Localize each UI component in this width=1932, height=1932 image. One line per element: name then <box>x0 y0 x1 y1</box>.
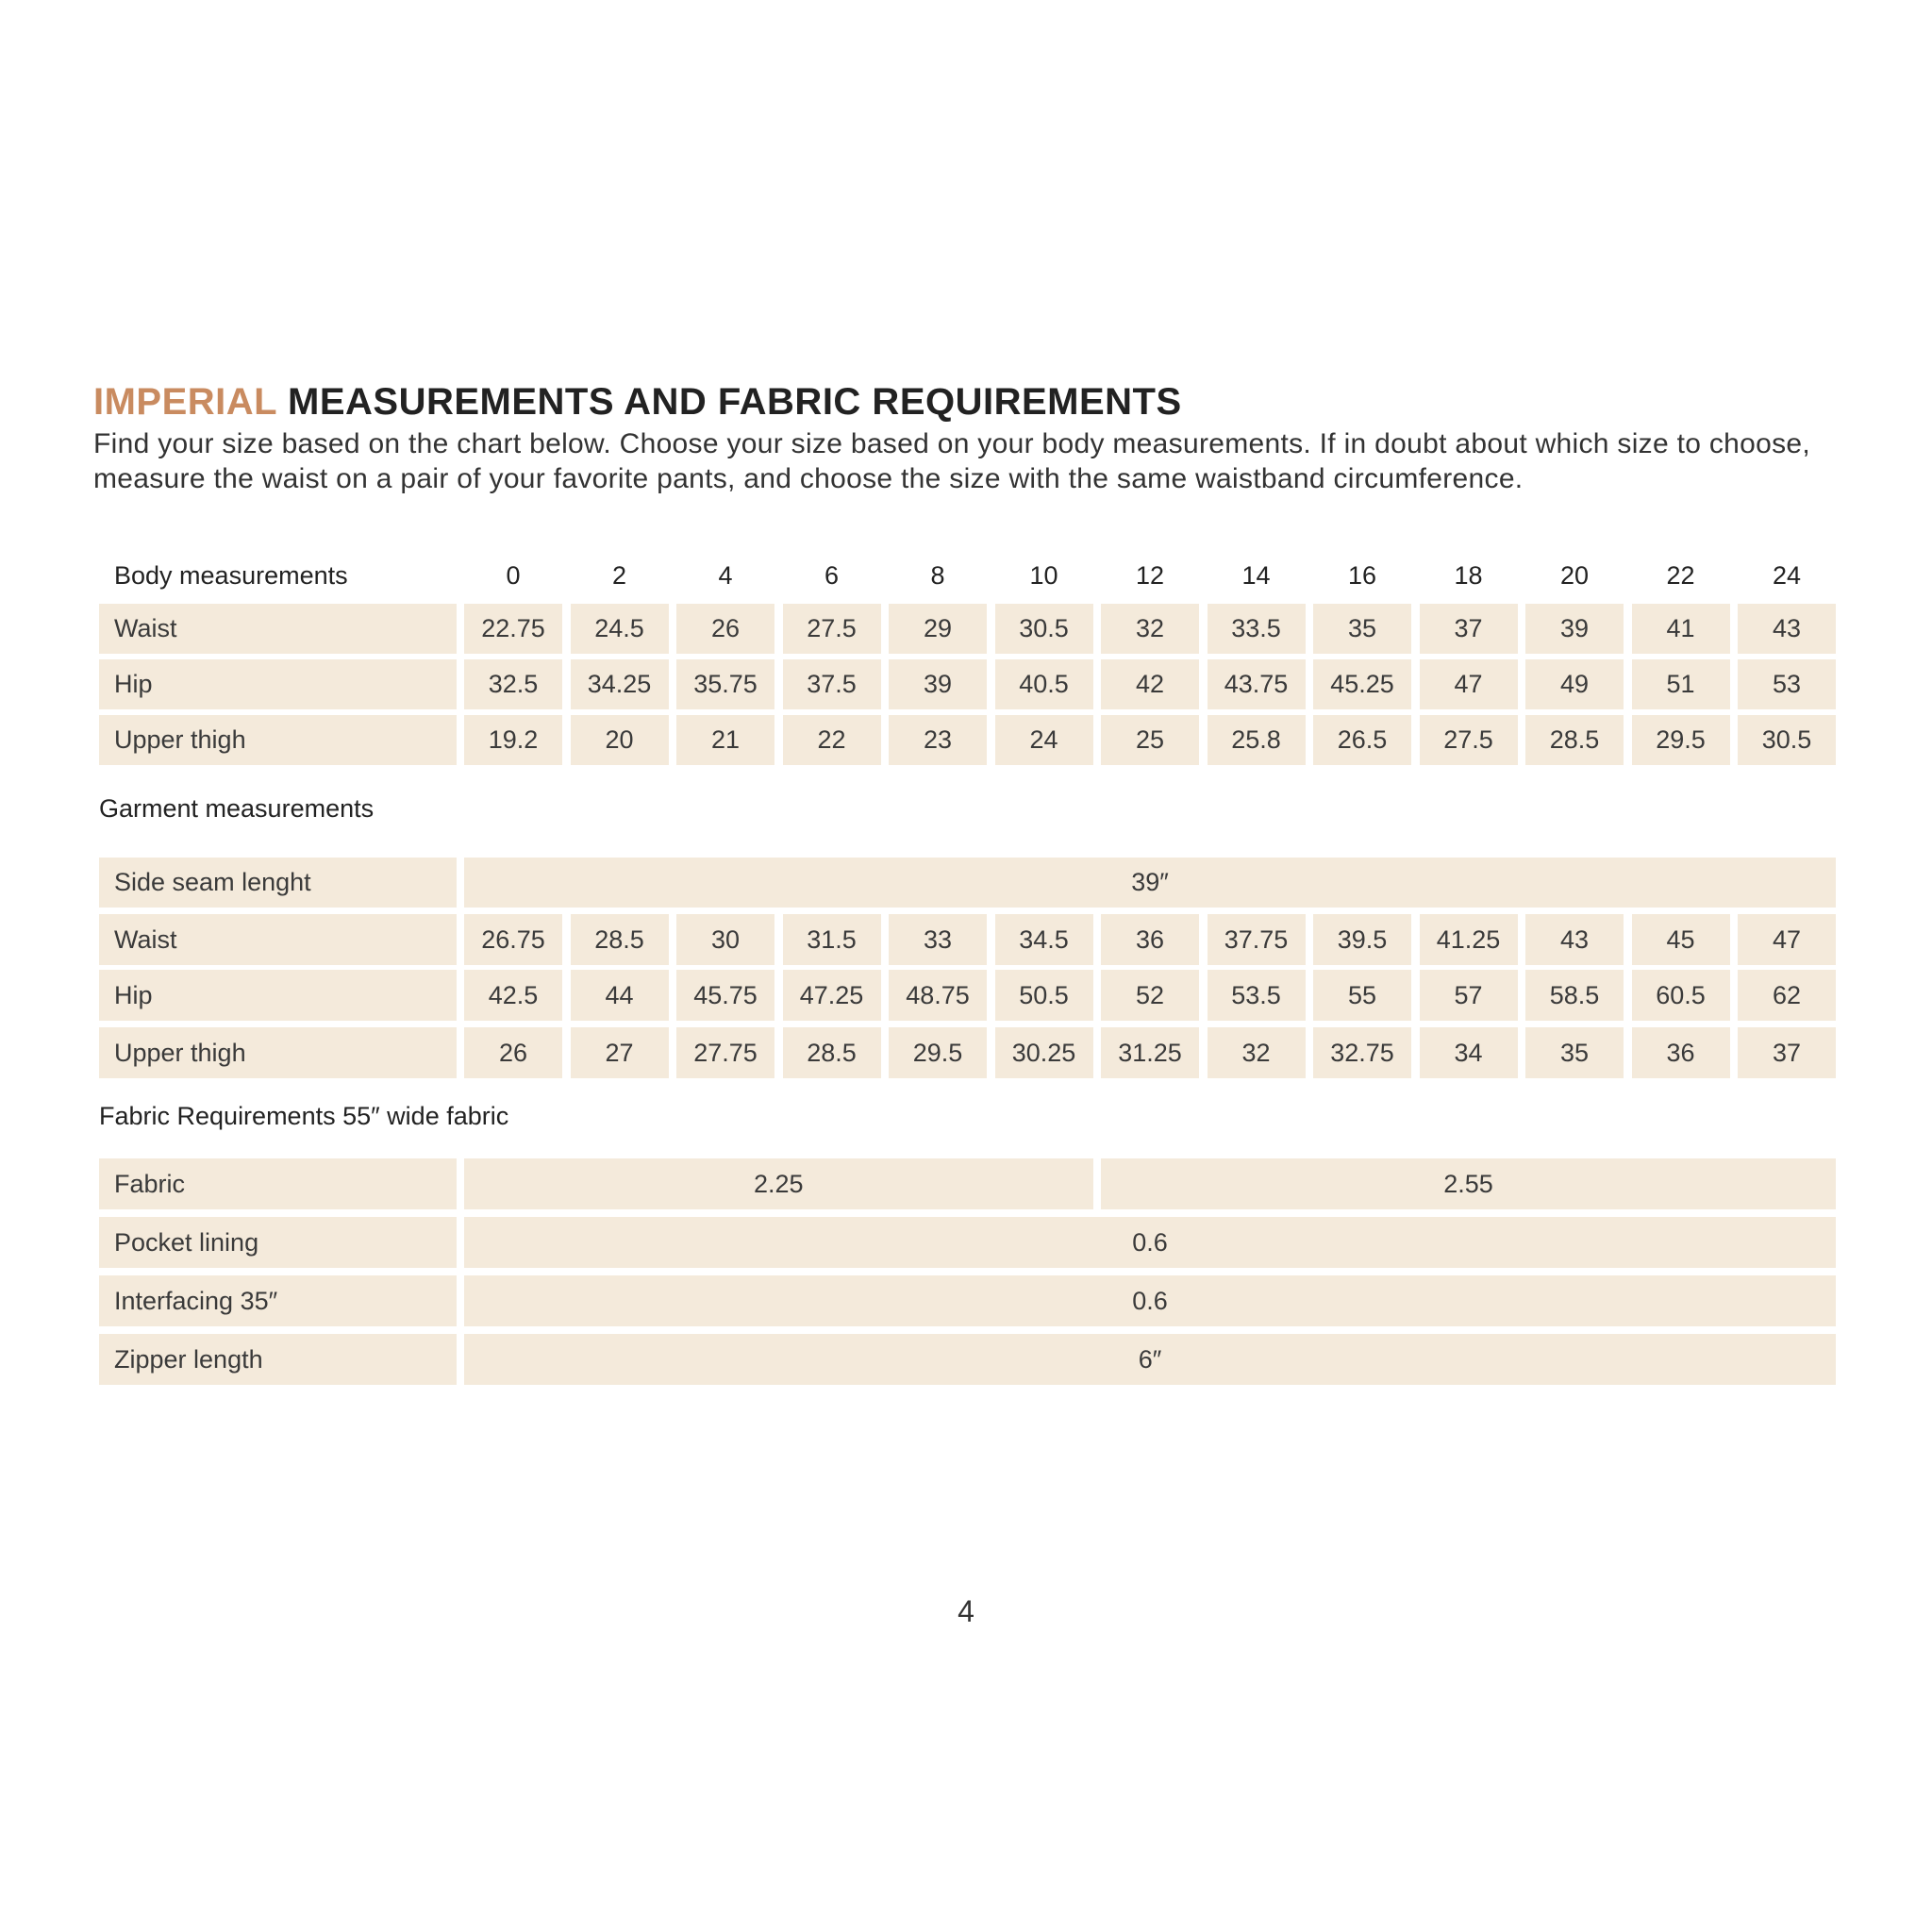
page-number: 4 <box>958 1594 974 1628</box>
garment-cell: 57 <box>1420 970 1518 1021</box>
body-cell: 32.5 <box>464 659 562 709</box>
garment-cell: 27.75 <box>676 1027 774 1078</box>
fabric-value-cell: 0.6 <box>464 1217 1836 1268</box>
body-cell: 47 <box>1420 659 1518 709</box>
body-cell: 23 <box>889 715 987 765</box>
size-header: 18 <box>1454 560 1483 590</box>
body-cell: 43.75 <box>1208 659 1306 709</box>
garment-row-label: Upper thigh <box>99 1027 457 1078</box>
body-cell: 41 <box>1632 604 1730 654</box>
body-cell: 42 <box>1101 659 1199 709</box>
body-cell: 24 <box>995 715 1093 765</box>
garment-cell: 30 <box>676 914 774 965</box>
title-rest: MEASUREMENTS AND FABRIC REQUIREMENTS <box>276 381 1182 423</box>
garment-cell: 47 <box>1738 914 1836 965</box>
garment-cell: 52 <box>1101 970 1199 1021</box>
body-cell: 26 <box>676 604 774 654</box>
body-cell: 21 <box>676 715 774 765</box>
garment-cell: 62 <box>1738 970 1836 1021</box>
garment-cell: 43 <box>1525 914 1624 965</box>
garment-cell: 34.5 <box>995 914 1093 965</box>
fabric-value-cell: 0.6 <box>464 1275 1836 1326</box>
body-cell: 29 <box>889 604 987 654</box>
body-cell: 20 <box>571 715 669 765</box>
body-row-label: Upper thigh <box>99 715 457 765</box>
size-header: 6 <box>824 560 840 590</box>
body-cell: 24.5 <box>571 604 669 654</box>
body-cell: 34.25 <box>571 659 669 709</box>
body-cell: 39 <box>889 659 987 709</box>
fabric-value-cell: 6″ <box>464 1334 1836 1385</box>
body-cell: 19.2 <box>464 715 562 765</box>
body-cell: 25 <box>1101 715 1199 765</box>
garment-cell: 37.75 <box>1208 914 1306 965</box>
body-cell: 37.5 <box>783 659 881 709</box>
body-cell: 22.75 <box>464 604 562 654</box>
garment-cell: 36 <box>1101 914 1199 965</box>
size-header: 4 <box>718 560 733 590</box>
body-cell: 22 <box>783 715 881 765</box>
body-cell: 27.5 <box>1420 715 1518 765</box>
body-cell: 49 <box>1525 659 1624 709</box>
size-header: 10 <box>1029 560 1058 590</box>
body-cell: 43 <box>1738 604 1836 654</box>
body-cell: 53 <box>1738 659 1836 709</box>
garment-measurements-label: Garment measurements <box>99 794 375 823</box>
garment-cell: 29.5 <box>889 1027 987 1078</box>
garment-cell: 28.5 <box>783 1027 881 1078</box>
garment-cell: 31.5 <box>783 914 881 965</box>
garment-row-label: Hip <box>99 970 457 1021</box>
fabric-row-label: Interfacing 35″ <box>99 1275 457 1326</box>
body-cell: 32 <box>1101 604 1199 654</box>
body-cell: 30.5 <box>995 604 1093 654</box>
garment-cell: 44 <box>571 970 669 1021</box>
body-cell: 40.5 <box>995 659 1093 709</box>
fabric-value-cell: 2.25 <box>464 1158 1093 1209</box>
body-cell: 28.5 <box>1525 715 1624 765</box>
garment-cell: 33 <box>889 914 987 965</box>
body-measurements-header: Body measurements <box>114 560 348 590</box>
body-cell: 33.5 <box>1208 604 1306 654</box>
garment-cell: 35 <box>1525 1027 1624 1078</box>
garment-cell: 27 <box>571 1027 669 1078</box>
garment-cell: 32.75 <box>1313 1027 1411 1078</box>
title-accent: IMPERIAL <box>93 381 277 423</box>
garment-cell: 26.75 <box>464 914 562 965</box>
garment-cell: 50.5 <box>995 970 1093 1021</box>
size-header: 12 <box>1135 560 1165 590</box>
body-cell: 35.75 <box>676 659 774 709</box>
body-cell: 29.5 <box>1632 715 1730 765</box>
garment-row-label: Waist <box>99 914 457 965</box>
garment-cell: 60.5 <box>1632 970 1730 1021</box>
size-header: 14 <box>1241 560 1271 590</box>
body-cell: 51 <box>1632 659 1730 709</box>
intro-paragraph: Find your size based on the chart below. Choose your size based on your body measurements. If in doubt about which size to choose, measure the waist on a pair of your favorite pants, and choose the size with the same waistband circumference. <box>93 428 1811 494</box>
fabric-row-label: Pocket lining <box>99 1217 457 1268</box>
garment-cell: 41.25 <box>1420 914 1518 965</box>
garment-cell: 55 <box>1313 970 1411 1021</box>
fabric-row-label: Fabric <box>99 1158 457 1209</box>
size-header: 16 <box>1347 560 1377 590</box>
body-cell: 30.5 <box>1738 715 1836 765</box>
body-cell: 26.5 <box>1313 715 1411 765</box>
garment-cell: 26 <box>464 1027 562 1078</box>
body-cell: 39 <box>1525 604 1624 654</box>
garment-cell: 45.75 <box>676 970 774 1021</box>
garment-cell: 58.5 <box>1525 970 1624 1021</box>
garment-cell: 32 <box>1208 1027 1306 1078</box>
body-cell: 45.25 <box>1313 659 1411 709</box>
size-header: 8 <box>930 560 945 590</box>
garment-cell: 31.25 <box>1101 1027 1199 1078</box>
side-seam-label: Side seam lenght <box>99 858 457 908</box>
fabric-value-cell: 2.55 <box>1101 1158 1836 1209</box>
garment-cell: 30.25 <box>995 1027 1093 1078</box>
body-row-label: Hip <box>99 659 457 709</box>
garment-cell: 45 <box>1632 914 1730 965</box>
size-header: 20 <box>1559 560 1590 590</box>
body-cell: 27.5 <box>783 604 881 654</box>
body-row-label: Waist <box>99 604 457 654</box>
garment-cell: 48.75 <box>889 970 987 1021</box>
garment-cell: 36 <box>1632 1027 1730 1078</box>
fabric-requirements-label: Fabric Requirements 55″ wide fabric <box>99 1102 509 1130</box>
side-seam-value: 39″ <box>464 858 1836 908</box>
size-header: 2 <box>611 560 627 590</box>
page-title <box>93 381 1182 424</box>
body-cell: 37 <box>1420 604 1518 654</box>
body-cell: 35 <box>1313 604 1411 654</box>
size-header: 22 <box>1666 560 1695 590</box>
size-header: 0 <box>506 560 521 590</box>
garment-cell: 42.5 <box>464 970 562 1021</box>
garment-cell: 53.5 <box>1208 970 1306 1021</box>
body-cell: 25.8 <box>1208 715 1306 765</box>
fabric-row-label: Zipper length <box>99 1334 457 1385</box>
garment-cell: 34 <box>1420 1027 1518 1078</box>
size-header: 24 <box>1772 560 1802 590</box>
garment-cell: 39.5 <box>1313 914 1411 965</box>
garment-cell: 37 <box>1738 1027 1836 1078</box>
garment-cell: 28.5 <box>571 914 669 965</box>
garment-cell: 47.25 <box>783 970 881 1021</box>
